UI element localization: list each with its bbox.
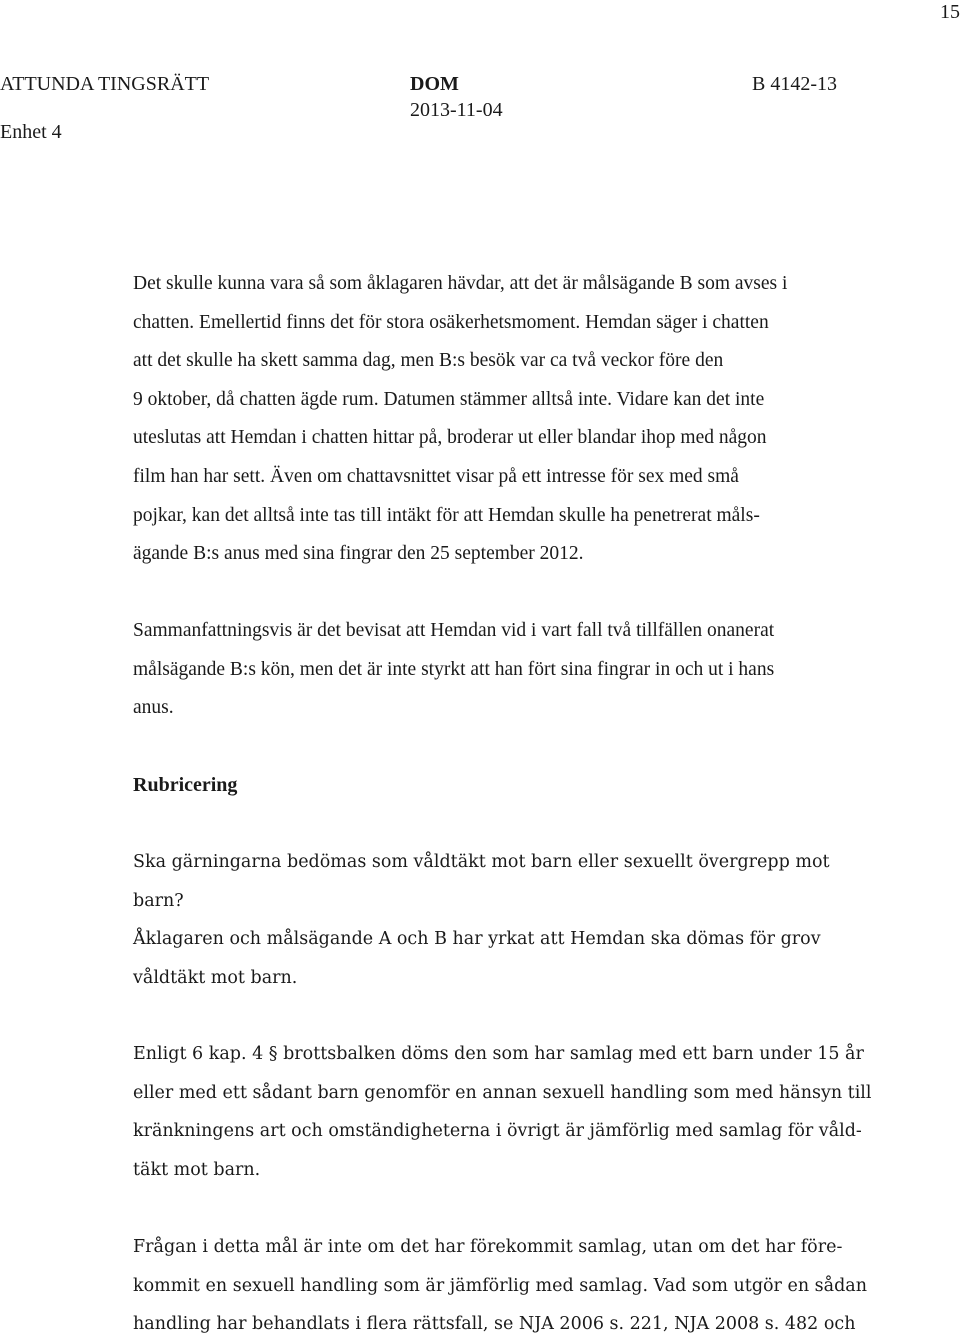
text-line: film han har sett. Även om chattavsnittet visar på ett intresse för sex med små [133,465,739,487]
document-type: DOM [410,73,459,95]
text-line: Frågan i detta mål är inte om det har förekommit samlag, utan om det har före- [133,1237,843,1257]
text-line: handling har behandlats i flera rättsfall, se NJA 2006 s. 221, NJA 2008 s. 482 och [133,1314,856,1335]
paragraph-evidence-chat [133,265,893,574]
text-line: kränkningens art och omständigheterna i övrigt är jämförlig med samlag för våld- [133,1121,862,1142]
text-line: att det skulle ha skett samma dag, men B:s besök var ca två veckor före den [133,350,724,372]
paragraph-case-law [133,1228,893,1344]
text-line: målsägande B:s kön, men det är inte styrkt att han fört sina fingrar in och ut i hans [133,658,775,680]
text-line: eller med ett sådant barn genomför en annan sexuell handling som med hänsyn till [133,1082,872,1103]
page-number: 15 [940,1,960,23]
court-name: ATTUNDA TINGSRÄTT [0,73,210,95]
text-line: uteslutas att Hemdan i chatten hittar på, broderar ut eller blandar ihop med någon [133,427,767,449]
text-line: anus. [133,697,174,719]
text-line: Det skulle kunna vara så som åklagaren hävdar, att det är målsägande B som avses i [133,273,788,294]
text-line: kommit en sexuell handling som är jämförlig med samlag. Vad som utgör en sådan [133,1275,868,1296]
paragraph-summary [133,612,893,728]
paragraph-statute [133,1035,893,1189]
court-unit: Enhet 4 [0,121,62,143]
text-line: 9 oktober, då chatten ägde rum. Datumen stämmer alltså inte. Vidare kan det inte [133,388,765,410]
text-line: täkt mot barn. [133,1159,261,1180]
case-number: B 4142-13 [752,73,837,95]
text-line: Åklagaren och målsägande A och B har yrkat att Hemdan ska dömas för grov [133,929,821,950]
text-line: ägande B:s anus med sina fingrar den 25 september 2012. [133,543,584,565]
text-line: chatten. Emellertid finns det för stora osäkerhetsmoment. Hemdan säger i chatten [133,311,769,333]
text-line: Ska gärningarna bedömas som våldtäkt mot barn eller sexuellt övergrepp mot [133,852,830,872]
paragraph-classification-question [133,843,893,997]
text-line: Enligt 6 kap. 4 § brottsbalken döms den som har samlag med ett barn under 15 år [133,1044,864,1064]
section-heading: Rubricering [133,774,238,796]
text-line: pojkar, kan det alltså inte tas till intäkt för att Hemdan skulle ha penetrerat måls- [133,504,760,526]
text-line: våldtäkt mot barn. [133,967,298,988]
document-date: 2013-11-04 [410,99,503,121]
text-line: Sammanfattningsvis är det bevisat att Hemdan vid i vart fall två tillfällen onanerat [133,620,775,641]
text-line: barn? [133,890,184,911]
